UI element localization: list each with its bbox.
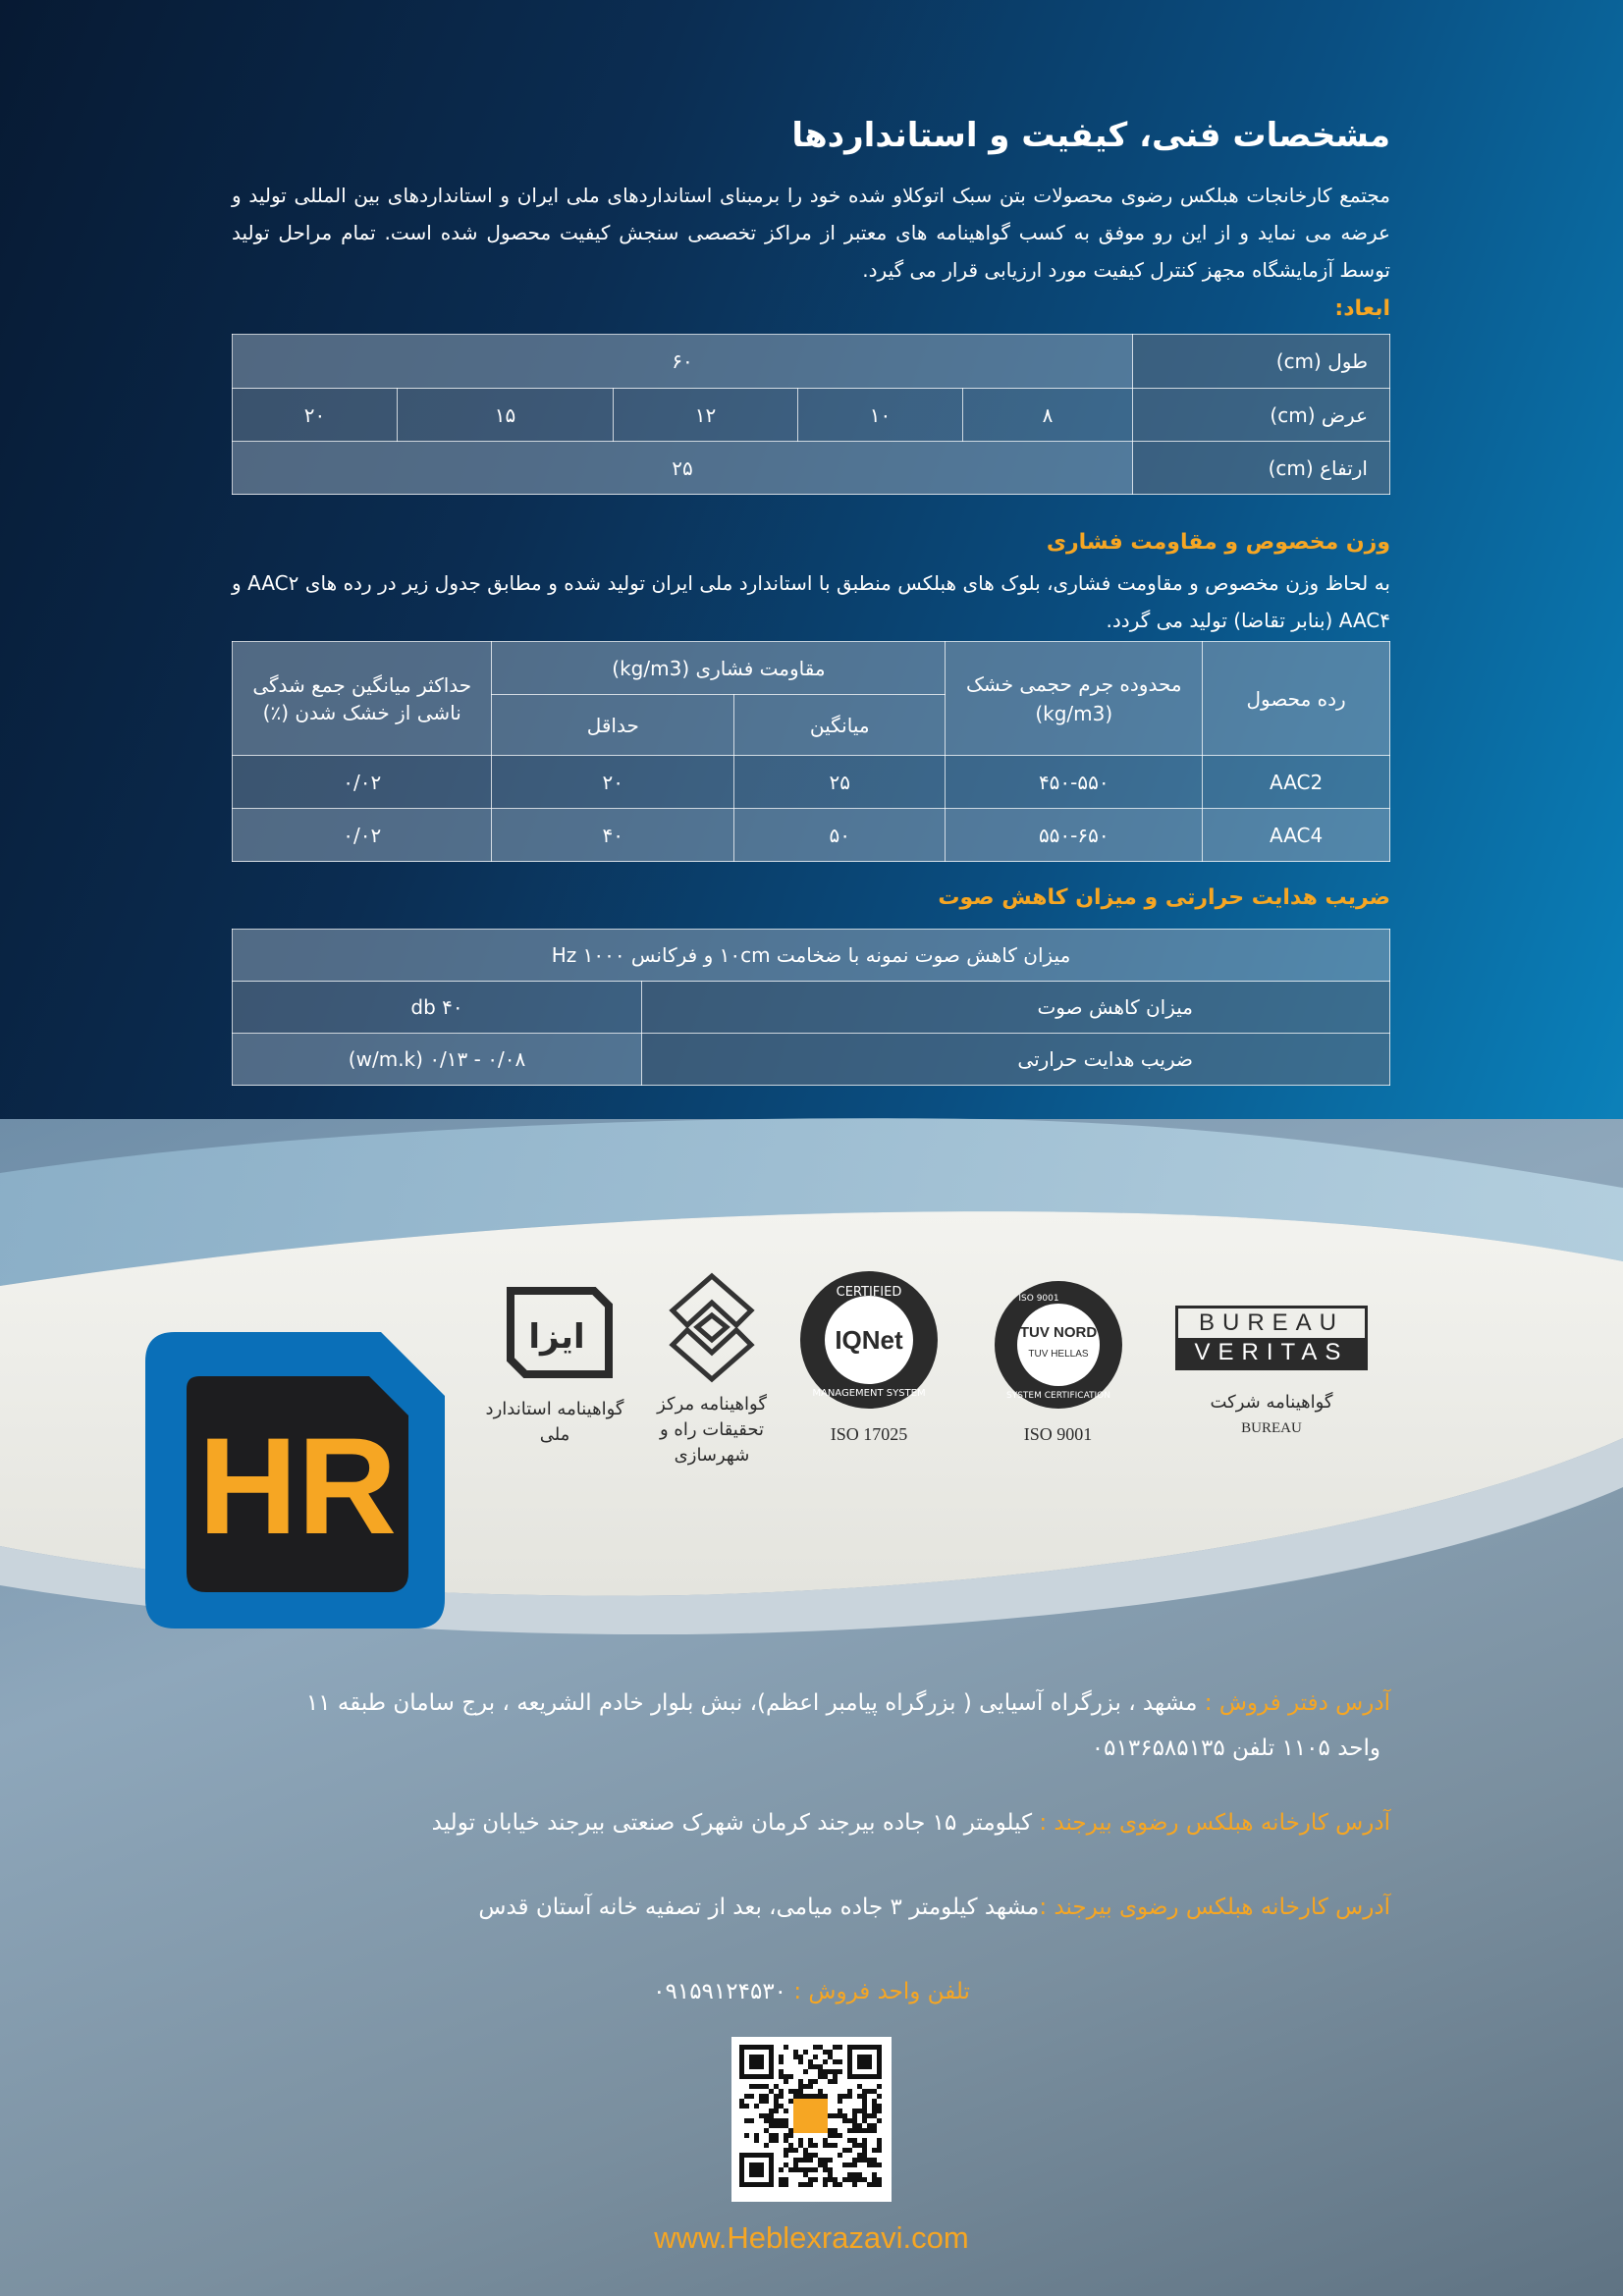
strength-section (232, 530, 1390, 639)
qr-code[interactable] (731, 2037, 892, 2202)
strength-table-wrap (232, 641, 1390, 862)
thermal-table-title: میزان کاهش صوت نمونه با ضخامت ۱۰cm و فرکانس ۱۰۰۰ Hz (233, 930, 1390, 982)
avg-cell: ۵۰ (734, 809, 946, 862)
page-title: مشخصات فنی، کیفیت و استانداردها (791, 116, 1390, 155)
length-value: ۶۰ (233, 335, 1133, 389)
svg-text:ISO 9001: ISO 9001 (1017, 1294, 1059, 1304)
min-cell: ۲۰ (492, 756, 734, 809)
width-value-10: ۱۰ (798, 389, 963, 442)
strength-heading: وزن مخصوص و مقاومت فشاری (1046, 530, 1390, 555)
col-grade-header: رده محصول (1203, 642, 1390, 756)
factory-address-1 (432, 1800, 1390, 1845)
thermal-table-wrap (232, 929, 1390, 1086)
table-row (233, 756, 1390, 809)
density-cell: ۵۵۰-۶۵۰ (946, 809, 1203, 862)
cert-bureau-label: گواهینامه شرکت (1210, 1392, 1333, 1413)
isiri-logo-icon (496, 1281, 614, 1389)
cert-tuv (987, 1276, 1129, 1447)
col-avg-header: میانگین (734, 695, 946, 756)
cert-national-label: گواهینامه استاندارد ملی (485, 1399, 624, 1445)
length-label: طول (cm) (1133, 335, 1390, 389)
bureau-veritas-logo-icon: BUREAU VERITAS (1175, 1306, 1368, 1370)
cert-road (643, 1271, 781, 1468)
road-research-logo-icon (658, 1271, 766, 1384)
sales-phone-text: ۰۹۱۵۹۱۲۴۵۳۰ (653, 1979, 794, 2004)
width-value-8: ۸ (963, 389, 1133, 442)
cert-national (481, 1281, 628, 1448)
col-compressive-header: مقاومت فشاری (kg/m3) (492, 642, 946, 695)
cert-road-label: گواهینامه مرکز تحقیقات راه و شهرسازی (657, 1394, 767, 1466)
cert-bureau-sub: BUREAU (1241, 1420, 1302, 1436)
dimensions-table-wrap (232, 334, 1390, 495)
sales-phone-label: تلفن واحد فروش : (793, 1979, 970, 2004)
thermal-value: ۰/۰۸ - ۰/۱۳ (w/m.k) (233, 1034, 642, 1086)
thermal-heading: ضریب هدایت حرارتی و میزان کاهش صوت (938, 885, 1390, 910)
intro-paragraph: مجتمع کارخانجات هبلکس رضوی محصولات بتن سبک اتوکلاو شده خود را برمبنای استانداردهای ملی ایران و استانداردهای بین المللی تولید و عرضه می نماید و از این رو موفق به کسب گواهینامه های معتبر از مراکز تخصصی سنجش کیفیت محصول شده است. تمام مراحل تولید توسط آزمایشگاه مجهز کنترل کیفیت مورد ارزیابی قرار می گیرد. (232, 184, 1390, 282)
office-address-text: مشهد ، بزرگراه آسیایی ( بزرگراه پیامبر اعظم)، نبش بلوار خادم الشریعه ، برج سامان طبقه ۱۱ (305, 1690, 1205, 1716)
office-address-text-2: واحد ۱۱۰۵ تلفن ۰۵۱۳۶۵۸۵۱۳۵ (1091, 1735, 1380, 1761)
min-cell: ۴۰ (492, 809, 734, 862)
avg-cell: ۲۵ (734, 756, 946, 809)
svg-text:IQNet: IQNet (835, 1325, 903, 1355)
cert-iqnet (795, 1266, 943, 1447)
factory-address-2 (478, 1885, 1390, 1930)
svg-text:TUV NORD: TUV NORD (1019, 1324, 1097, 1341)
cert-bureau (1173, 1306, 1370, 1441)
dimensions-heading: ابعاد: (1334, 296, 1390, 321)
grade-cell: AAC4 (1203, 809, 1390, 862)
width-value-12: ۱۲ (614, 389, 798, 442)
svg-text:CERTIFIED: CERTIFIED (836, 1285, 902, 1300)
width-value-15: ۱۵ (398, 389, 614, 442)
thermal-section (232, 885, 1390, 910)
thermal-label: ضریب هدایت حرارتی (642, 1034, 1390, 1086)
sales-phone (0, 1969, 1623, 2014)
height-value: ۲۵ (233, 442, 1133, 495)
table-row (233, 809, 1390, 862)
hr-logo-text: HR (197, 1409, 398, 1563)
factory1-text: کیلومتر ۱۵ جاده بیرجند کرمان شهرک صنعتی بیرجند خیابان تولید (431, 1810, 1040, 1836)
office-address-label: آدرس دفتر فروش : (1204, 1690, 1390, 1716)
sound-label: میزان کاهش صوت (642, 982, 1390, 1034)
svg-text:ایزا: ایزا (528, 1317, 585, 1357)
dimensions-table (232, 334, 1390, 495)
hr-logo (145, 1332, 445, 1629)
factory2-text: مشهد کیلومتر ۳ جاده میامی، بعد از تصفیه خانه آستان قدس (478, 1895, 1040, 1920)
thermal-table (232, 929, 1390, 1086)
svg-text:SYSTEM CERTIFICATION: SYSTEM CERTIFICATION (1005, 1391, 1110, 1401)
svg-text:MANAGEMENT SYSTEM: MANAGEMENT SYSTEM (812, 1388, 926, 1399)
svg-text:TUV HELLAS: TUV HELLAS (1027, 1349, 1089, 1360)
strength-table (232, 641, 1390, 862)
sound-value: ۴۰ db (233, 982, 642, 1034)
factory2-label: آدرس کارخانه هبلکس رضوی بیرجند : (1039, 1895, 1390, 1920)
width-label: عرض (cm) (1133, 389, 1390, 442)
density-cell: ۴۵۰-۵۵۰ (946, 756, 1203, 809)
dimensions-section (232, 296, 1390, 321)
shrink-cell: ۰/۰۲ (233, 756, 492, 809)
cert-iqnet-label: ISO 17025 (830, 1424, 908, 1444)
height-label: ارتفاع (cm) (1133, 442, 1390, 495)
col-min-header: حداقل (492, 695, 734, 756)
cert-tuv-label: ISO 9001 (1023, 1424, 1093, 1444)
shrink-cell: ۰/۰۲ (233, 809, 492, 862)
website-link[interactable]: www.Heblexrazavi.com (654, 2220, 969, 2255)
strength-paragraph: به لحاظ وزن مخصوص و مقاومت فشاری، بلوک های هبلکس منطبق با استاندارد ملی ایران تولید شده و مطابق جدول زیر در رده های AAC۲ و AAC۴ (بنابر تقاضا) تولید می گردد. (232, 571, 1390, 632)
office-address (306, 1681, 1390, 1771)
width-value-20: ۲۰ (233, 389, 398, 442)
grade-cell: AAC2 (1203, 756, 1390, 809)
tuv-logo-icon (990, 1276, 1127, 1414)
factory1-label: آدرس کارخانه هبلکس رضوی بیرجند : (1039, 1810, 1390, 1836)
iqnet-logo-icon (795, 1266, 943, 1414)
intro-section (232, 116, 1390, 289)
col-shrink-header: حداکثر میانگین جمع شدگی ناشی از خشک شدن (٪) (233, 642, 492, 756)
col-density-header: محدوده جرم حجمی خشک (kg/m3) (946, 642, 1203, 756)
